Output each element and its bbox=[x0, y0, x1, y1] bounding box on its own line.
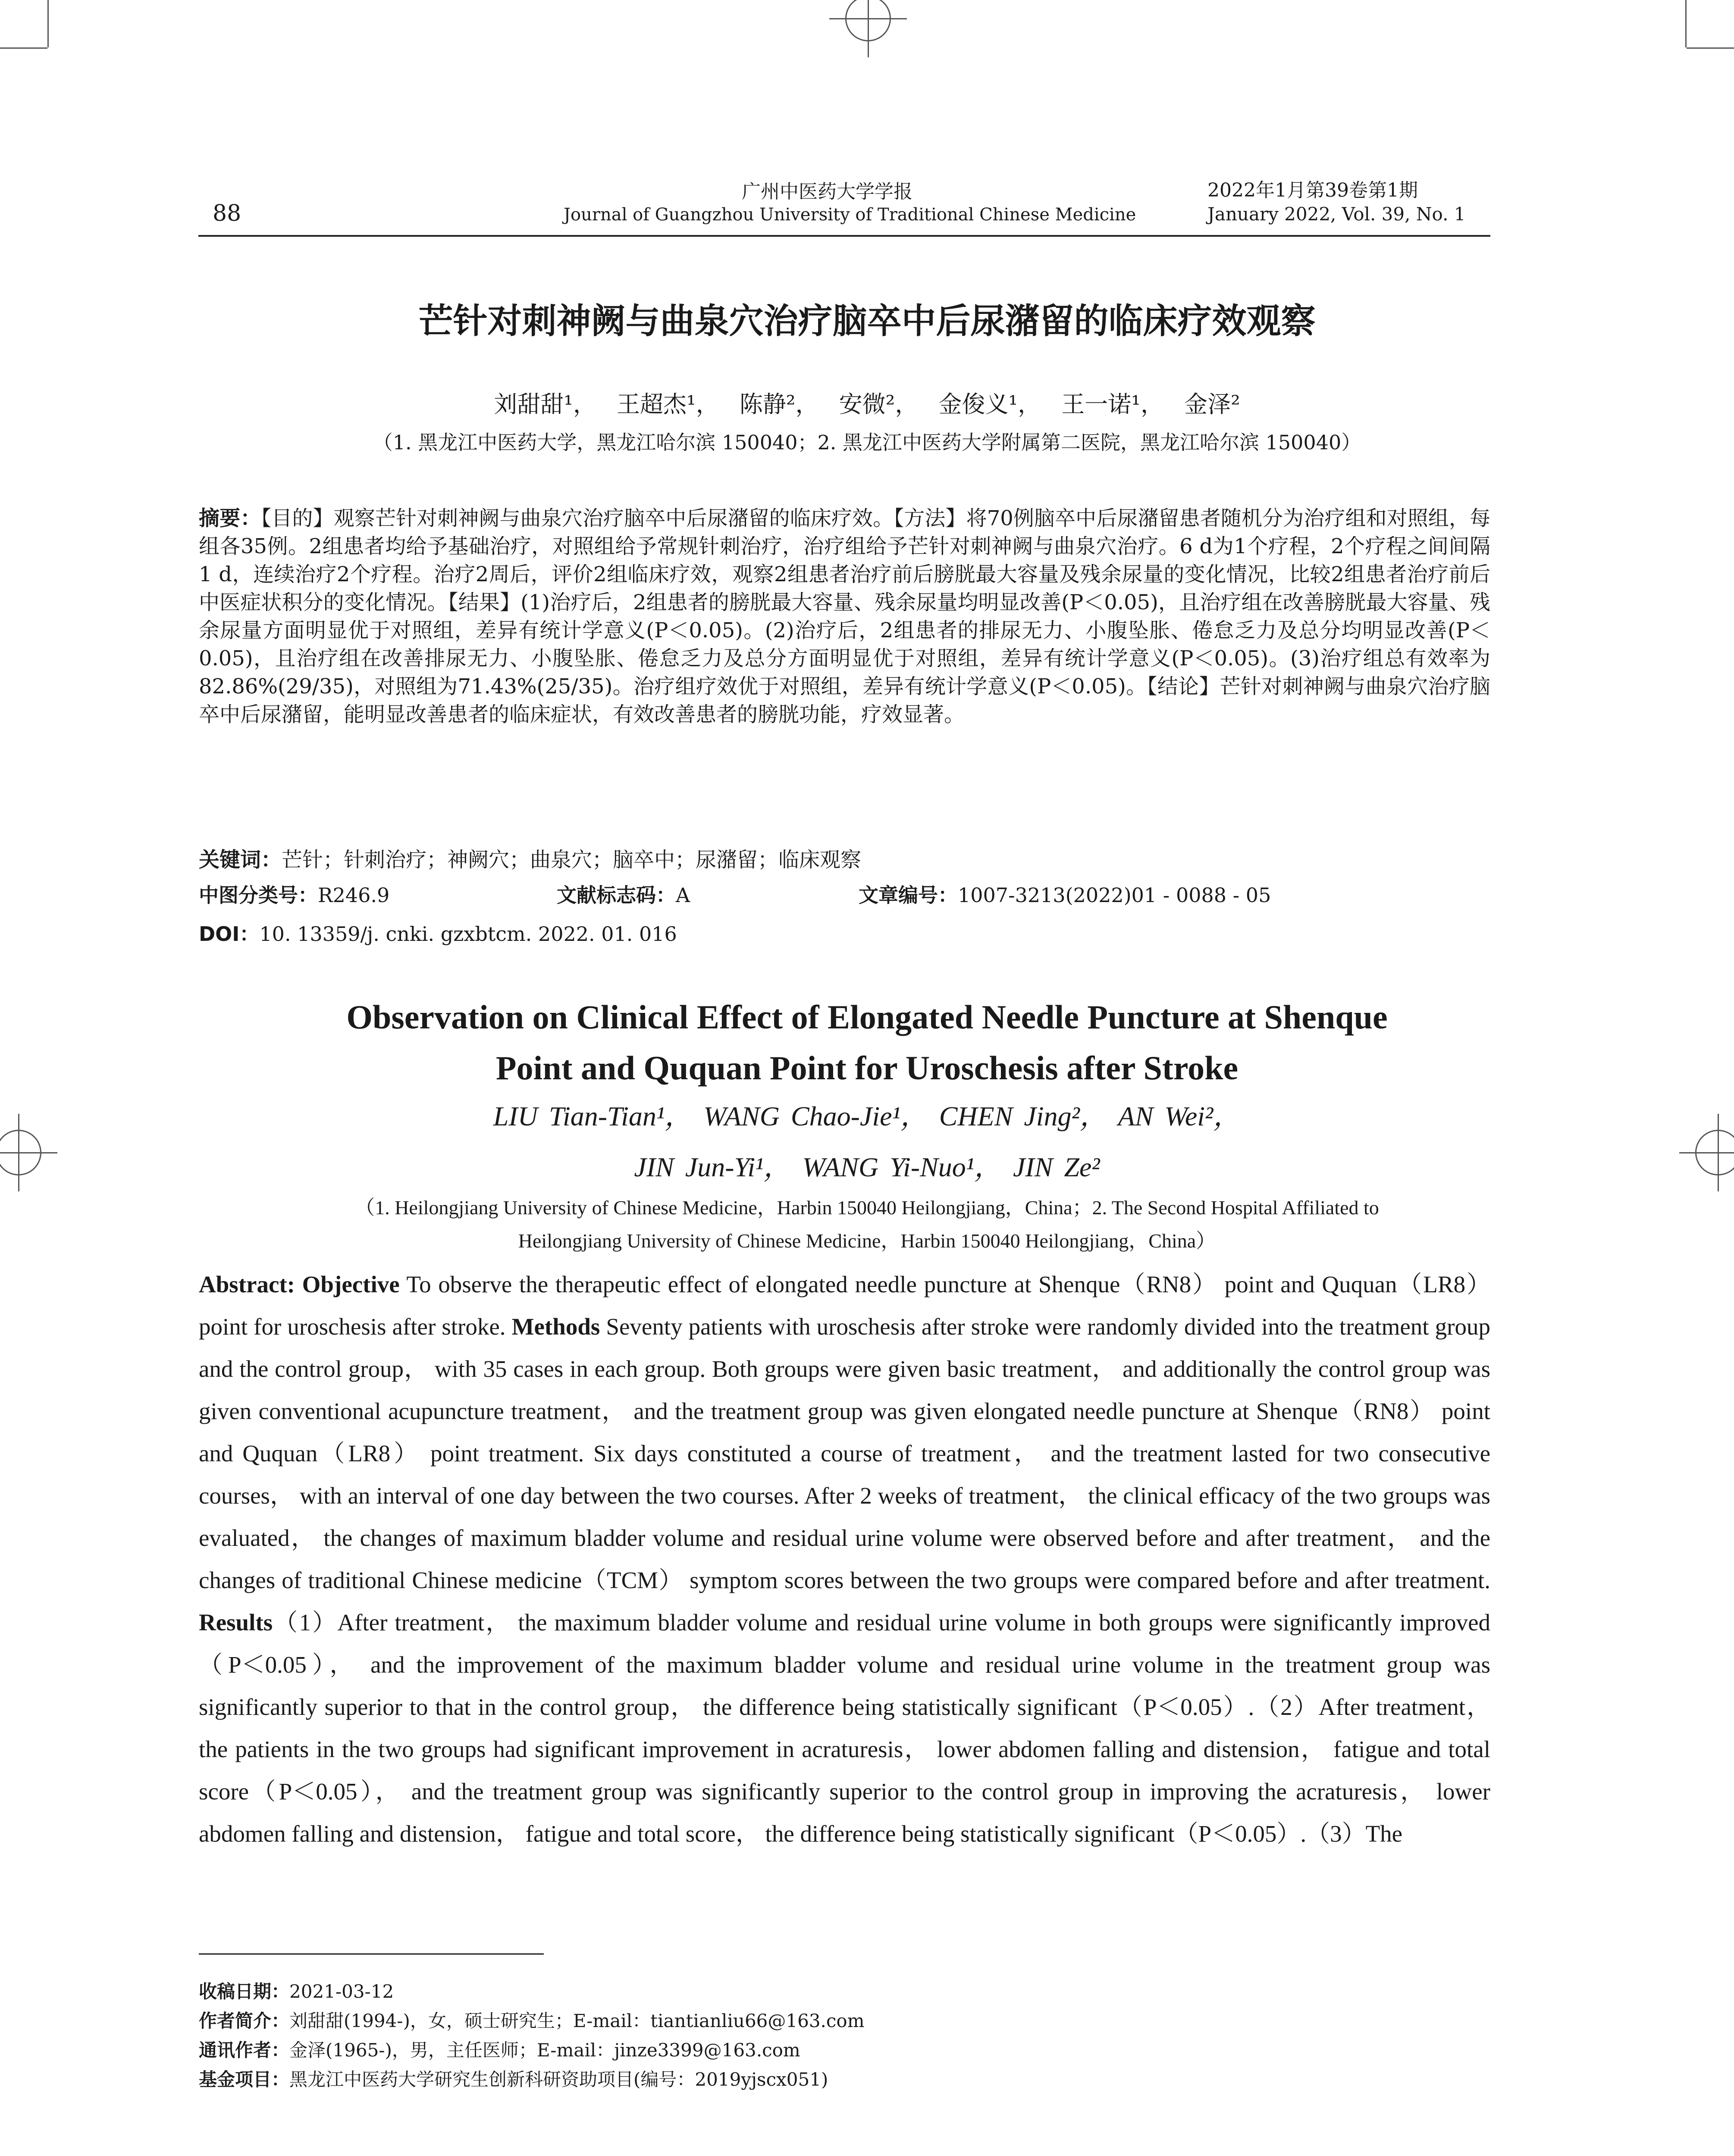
footnote-funding: 基金项目：黑龙江中医药大学研究生创新科研资助项目(编号：2019yjscx051) bbox=[199, 2069, 828, 2090]
clc-number: 中图分类号：R246.9 bbox=[199, 884, 390, 907]
doi-value: 10. 13359/j. cnki. gzxbtcm. 2022. 01. 016 bbox=[259, 922, 677, 946]
footnote-rule bbox=[199, 1953, 544, 1955]
authors-cn: 刘甜甜¹， 王超杰¹， 陈静²， 安微²， 金俊义¹， 王一诺¹， 金泽² bbox=[494, 391, 1240, 418]
doi bbox=[199, 918, 1490, 947]
authors-en-line2: JIN Jun-Yi¹， WANG Yi-Nuo¹， JIN Ze² bbox=[634, 1152, 1100, 1182]
issue-date-en: January 2022, Vol. 39, No. 1 bbox=[1207, 204, 1466, 225]
authors-en-line1: LIU Tian-Tian¹， WANG Chao-Jie¹， CHEN Jing²， AN Wei²， bbox=[493, 1101, 1241, 1131]
authors-en bbox=[0, 1091, 1734, 1193]
results-label: Results bbox=[199, 1609, 273, 1636]
issue-date-cn: 2022年1月第39卷第1期 bbox=[1207, 179, 1418, 201]
article-title-cn: 芒针对刺神阙与曲泉穴治疗脑卒中后尿潴留的临床疗效观察 bbox=[418, 301, 1316, 341]
article-number: 文章编号：1007-3213(2022)01 - 0088 - 05 bbox=[859, 884, 1271, 907]
keywords-cn-text: 芒针；针刺治疗；神阙穴；曲泉穴；脑卒中；尿潴留；临床观察 bbox=[282, 848, 862, 872]
footnote-received: 收稿日期：2021-03-12 bbox=[199, 1981, 394, 2002]
journal-name-en: Journal of Guangzhou University of Traditional Chinese Medicine bbox=[564, 205, 1136, 225]
footnote-corresponding-author: 通讯作者：金泽(1965-)，男，主任医师；E-mail：jinze3399@163.com bbox=[199, 2040, 800, 2061]
abstract-cn-label: 摘要： bbox=[199, 506, 261, 530]
header-rule bbox=[198, 235, 1490, 237]
footnote-author-bio: 作者简介：刘甜甜(1994-)，女，硕士研究生；E-mail：tiantianliu66@163.com bbox=[199, 2010, 865, 2031]
page-number: 88 bbox=[213, 201, 241, 226]
objective-text: To observe the therapeutic effect of elongated needle puncture at Shenque（RN8） point and Ququan（LR8） point for uroschesis after stroke. bbox=[199, 1271, 1490, 1340]
crop-mark bbox=[0, 47, 47, 49]
abstract-cn-text: 【目的】观察芒针对刺神阙与曲泉穴治疗脑卒中后尿潴留的临床疗效。【方法】将70例脑卒中后尿潴留患者随机分为治疗组和对照组，每组各35例。2组患者均给予基础治疗，对照组给予常规针刺治疗，治疗组给予芒针对刺神阙与曲泉穴治疗。6 d为1个疗程，2个疗程之间间隔1 d，连续治疗2个疗程。治疗2周后，评价2组临床疗效，观察2组患者治疗前后膀胱最大容量及残余尿量的变化情况，比较2组患者治疗前后中医症状积分的变化情况。【结果】(1)治疗后，2组患者的膀胱最大容量、残余尿量均明显改善(P＜0.05)，且治疗组在改善膀胱最大容量、残余尿量方面明显优于对照组，差异有统计学意义(P＜0.05)。(2)治疗后，2组患者的排尿无力、小腹坠胀、倦怠乏力及总分均明显改善(P＜0.05)，且治疗组在改善排尿无力、小腹坠胀、倦怠乏力及总分方面明显优于对照组，差异有统计学意义(P＜0.05)。(3)治疗组总有效率为82.86%(29/35)，对照组为71.43%(25/35)。治疗组疗效优于对照组，差异有统计学意义(P＜0.05)。【结论】芒针对刺神阙与曲泉穴治疗脑卒中后尿潴留，能明显改善患者的临床症状，有效改善患者的膀胱功能，疗效显著。 bbox=[199, 506, 1490, 727]
methods-text: Seventy patients with uroschesis after stroke were randomly divided into the treatment group and the control group， with 35 cases in each group. Both groups were given basic treatment， and additionally the control group was given conventional acupuncture treatment， and the treatment group was given elongated needle puncture at Shenque（RN8） point and Ququan（LR8） point treatment. Six days constituted a course of treatment， and the treatment lasted for two consecutive courses， with an interval of one day between the two courses. After 2 weeks of treatment， the clinical efficacy of the two groups was evaluated， the changes of maximum bladder volume and residual urine volume were observed before and after treatment， and the changes of traditional Chinese medicine（TCM） symptom scores between the two groups were compared before and after treatment. bbox=[199, 1313, 1490, 1593]
crop-mark bbox=[1687, 47, 1734, 49]
crop-mark bbox=[47, 0, 49, 47]
document-code: 文献标志码：A bbox=[557, 884, 690, 907]
abstract-en-label: Abstract: bbox=[199, 1271, 295, 1297]
footnotes bbox=[199, 1977, 865, 2094]
methods-label: Methods bbox=[511, 1313, 600, 1340]
crop-mark bbox=[1685, 0, 1687, 47]
affiliation-en-line1: （1. Heilongjiang University of Chinese Medicine，Harbin 150040 Heilongjiang，China；2. The Second Hospital Affiliated to bbox=[355, 1197, 1379, 1219]
journal-name-cn: 广州中医药大学学报 bbox=[742, 181, 912, 203]
abstract-cn bbox=[199, 505, 1490, 729]
affiliation-en bbox=[0, 1191, 1734, 1257]
keywords-cn bbox=[199, 843, 1490, 873]
article-title-en-line1: Observation on Clinical Effect of Elongated Needle Puncture at Shenque bbox=[346, 998, 1388, 1036]
registration-mark bbox=[845, 0, 891, 41]
affiliation-cn: （1. 黑龙江中医药大学，黑龙江哈尔滨 150040；2. 黑龙江中医药大学附属第二医院，黑龙江哈尔滨 150040） bbox=[373, 431, 1361, 454]
article-title-en bbox=[0, 992, 1734, 1094]
abstract-en bbox=[199, 1263, 1490, 1855]
results-text: （1）After treatment， the maximum bladder volume and residual urine volume in both groups were significantly improved（P＜0.05）， and the improvement of the maximum bladder volume and residual urine volume in the treatment group was significantly superior to that in the control group， the difference being statistically significant（P＜0.05）.（2）After treatment， the patients in the two groups had significant improvement in acraturesis， lower abdomen falling and distension， fatigue and total score（P＜0.05）， and the treatment group was significantly superior to the control group in improving the acraturesis， lower abdomen falling and distension， fatigue and total score， the difference being statistically significant（P＜0.05）.（3）The bbox=[199, 1609, 1490, 1847]
keywords-cn-label: 关键词： bbox=[199, 848, 282, 872]
affiliation-en-line2: Heilongjiang University of Chinese Medicine，Harbin 150040 Heilongjiang，China） bbox=[518, 1230, 1216, 1252]
doi-label: DOI： bbox=[199, 922, 260, 946]
objective-label: Objective bbox=[302, 1271, 400, 1297]
article-title-en-line2: Point and Ququan Point for Uroschesis after Stroke bbox=[495, 1049, 1239, 1087]
